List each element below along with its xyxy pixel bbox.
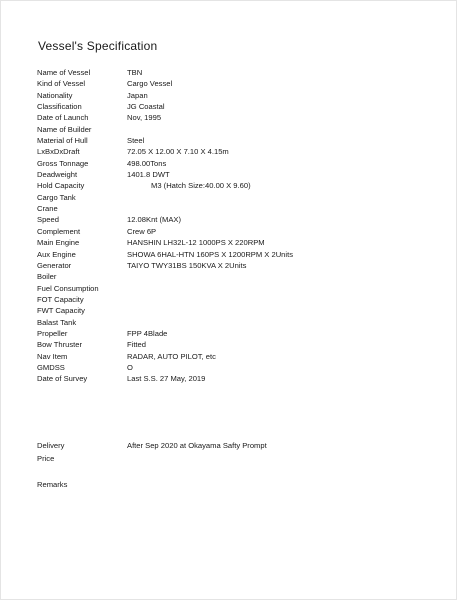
- spec-label: Fuel Consumption: [37, 283, 99, 293]
- spec-row-crane: [37, 203, 437, 214]
- spec-value: M3 (Hatch Size:40.00 X 9.60): [151, 181, 251, 191]
- spec-value: [127, 271, 437, 282]
- spec-value: TBN: [127, 68, 143, 77]
- spec-label: Propeller: [37, 328, 68, 338]
- spec-value: [127, 294, 437, 305]
- spec-label: Crane: [37, 204, 58, 214]
- spec-value: [127, 124, 437, 135]
- spec-row-nationality: [37, 90, 437, 101]
- spec-value: [127, 203, 437, 214]
- spec-label: Bow Thruster: [37, 340, 83, 350]
- spec-row-date-of-launch: [37, 112, 437, 123]
- spec-value: RADAR, AUTO PILOT, etc: [127, 351, 216, 361]
- spec-row-hold-capacity: [37, 180, 437, 191]
- spec-value: 12.08Knt (MAX): [127, 215, 182, 225]
- spec-value: SHOWA 6HAL-HTN 160PS X 1200RPM X 2Units: [127, 249, 293, 259]
- spec-value: Cargo Vessel: [127, 79, 173, 89]
- spec-row-fwt-capacity: [37, 305, 437, 316]
- remarks-label: Remarks: [37, 480, 68, 489]
- spec-value: [127, 317, 437, 328]
- spec-label: Date of Survey: [37, 374, 88, 384]
- remarks-value: [127, 478, 437, 491]
- spec-row-aux-engine: [37, 249, 437, 260]
- price-label: Price: [37, 454, 55, 463]
- spec-value: 1401.8 DWT: [127, 170, 170, 180]
- spec-row-propeller: [37, 328, 437, 339]
- spec-value: 72.05 X 12.00 X 7.10 X 4.15m: [127, 147, 229, 157]
- spec-label: Complement: [37, 226, 81, 236]
- delivery-row: [37, 439, 437, 452]
- spec-row-fuel-consumption: [37, 283, 437, 294]
- spec-label: Gross Tonnage: [37, 158, 89, 168]
- page-title: Vessel's Specification: [38, 39, 158, 53]
- spec-row-date-of-survey: [37, 373, 437, 384]
- spec-value: Crew 6P: [127, 226, 157, 236]
- spec-row-name-of-builder: [37, 124, 437, 135]
- spec-value: 498.00Tons: [127, 158, 167, 168]
- spec-value: Steel: [127, 136, 145, 146]
- spec-label: Hold Capacity: [37, 181, 85, 191]
- spec-label: Deadweight: [37, 170, 78, 180]
- spec-table: [37, 67, 437, 385]
- spec-value: [127, 192, 437, 203]
- spec-row-gross-tonnage: [37, 158, 437, 169]
- spec-label: FWT Capacity: [37, 306, 85, 316]
- spec-label: Main Engine: [37, 238, 80, 248]
- spec-value: [127, 283, 437, 294]
- spec-value: [127, 305, 437, 316]
- price-value: [127, 452, 437, 465]
- spec-label: Kind of Vessel: [37, 79, 86, 89]
- spec-row-fot-capacity: [37, 294, 437, 305]
- spec-row-dimensions: [37, 146, 437, 157]
- spec-row-nav-item: [37, 351, 437, 362]
- spec-label: Material of Hull: [37, 136, 88, 146]
- spec-label: Speed: [37, 215, 59, 225]
- spec-label: Cargo Tank: [37, 192, 76, 202]
- spec-label: Date of Launch: [37, 113, 89, 123]
- spec-label: Aux Engine: [37, 249, 76, 259]
- spec-value: Fitted: [127, 340, 146, 350]
- spec-value: Nov, 1995: [127, 113, 162, 123]
- spec-label: Name of Vessel: [37, 68, 91, 77]
- spec-label: Nav Item: [37, 351, 68, 361]
- spec-row-boiler: [37, 271, 437, 282]
- spec-label: GMDSS: [37, 362, 65, 372]
- remarks-row: [37, 478, 437, 491]
- spec-label: Nationality: [37, 90, 73, 100]
- spec-value: HANSHIN LH32L-12 1000PS X 220RPM: [127, 238, 265, 248]
- spec-label: Generator: [37, 260, 72, 270]
- spec-row-classification: [37, 101, 437, 112]
- spec-row-gmdss: [37, 362, 437, 373]
- spec-label: Classification: [37, 102, 82, 112]
- remarks-section: [37, 478, 437, 491]
- spec-row-name-of-vessel: [37, 67, 437, 78]
- spec-value: O: [127, 362, 133, 372]
- spec-label: LxBxDxDraft: [37, 147, 80, 157]
- spec-row-material-of-hull: [37, 135, 437, 146]
- spec-value: JG Coastal: [127, 102, 165, 112]
- spec-row-cargo-tank: [37, 192, 437, 203]
- spec-row-speed: [37, 214, 437, 225]
- spec-label: Name of Builder: [37, 124, 92, 134]
- spec-row-bow-thruster: [37, 339, 437, 350]
- delivery-section: [37, 439, 437, 465]
- spec-label: Boiler: [37, 272, 57, 282]
- spec-label: FOT Capacity: [37, 294, 84, 304]
- spec-row-main-engine: [37, 237, 437, 248]
- spec-row-complement: [37, 226, 437, 237]
- spec-value: TAIYO TWY31BS 150KVA X 2Units: [127, 260, 247, 270]
- spec-row-balast-tank: [37, 317, 437, 328]
- spec-row-kind-of-vessel: [37, 78, 437, 89]
- spec-value: Japan: [127, 90, 148, 100]
- delivery-label: Delivery: [37, 441, 65, 450]
- spec-row-deadweight: [37, 169, 437, 180]
- delivery-value: After Sep 2020 at Okayama Safty Prompt: [127, 441, 267, 450]
- spec-value: FPP 4Blade: [127, 328, 168, 338]
- price-row: [37, 452, 437, 465]
- spec-row-generator: [37, 260, 437, 271]
- spec-value: Last S.S. 27 May, 2019: [127, 374, 206, 384]
- spec-label: Balast Tank: [37, 317, 77, 327]
